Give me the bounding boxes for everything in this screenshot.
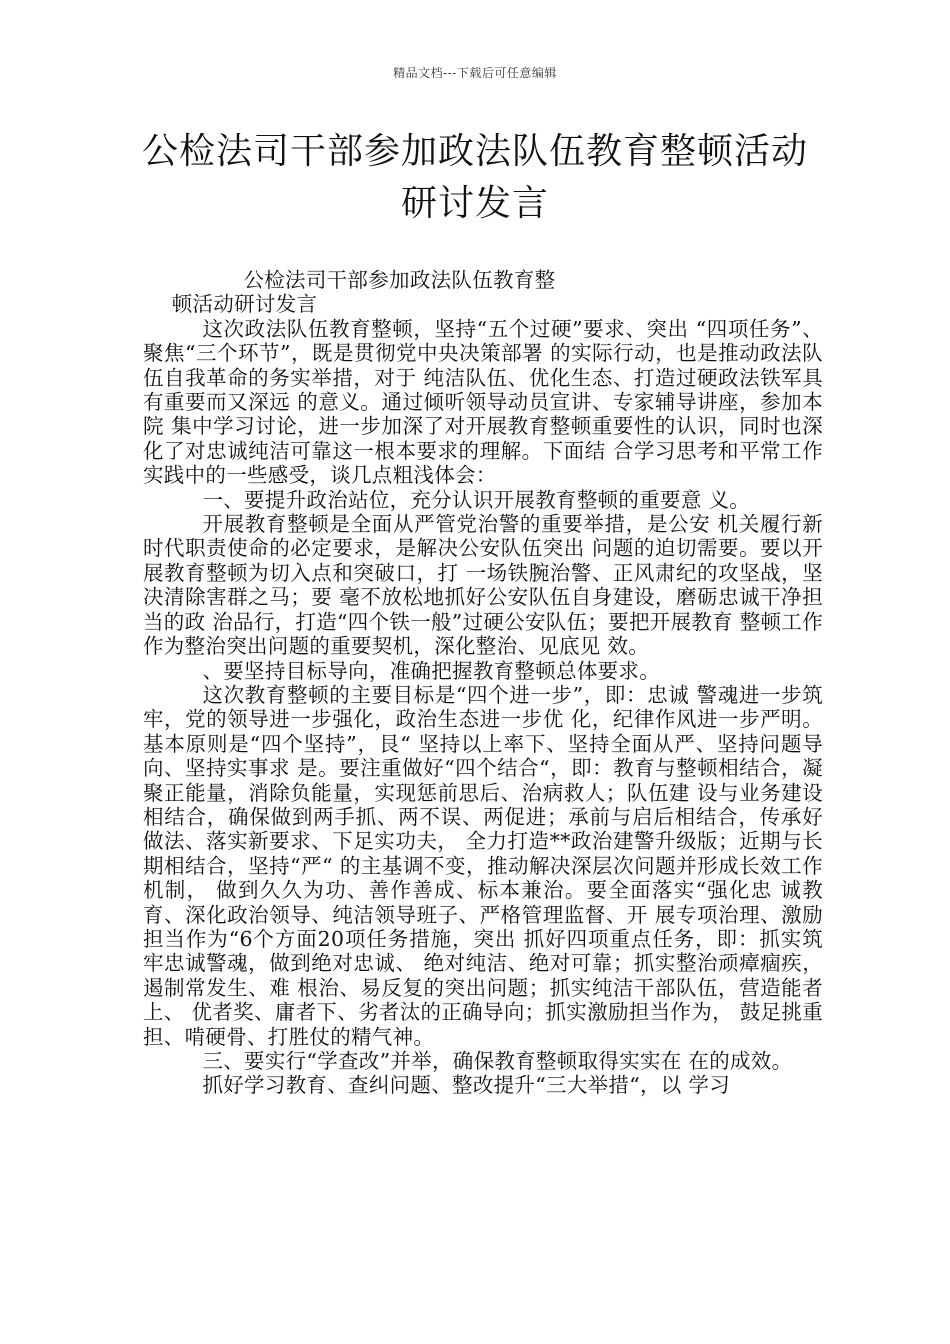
section-heading-2: 、要坚持目标导向，准确把握教育整顿总体要求。 [202, 658, 661, 683]
title-line-2: 研讨发言 [400, 183, 549, 224]
header-note: 精品文档---下载后可任意编辑 [393, 66, 557, 80]
paragraph: 这次政法队伍教育整顿，坚持“五个过硬”要求、突出 “四项任务”、聚焦“三个环节”，既是贯彻党中央决策部署 的实际行动，也是推动政法队伍自我革命的务实举措，对于 纯洁队伍、优化生态、打造过硬政法铁军具有重要而又深远 的意义。通过倾听领导动员宣讲、专家辅导讲座，参加本院 集中学习讨论，进一步加深了对开展教育整顿重要性的认识，同时也深化了对忠诚纯洁可靠这一根本要求的理解。下面结 合学习思考和平常工作实践中的一些感受，谈几点粗浅体会： [143, 316, 823, 488]
title-line-1: 公检法司干部参加政法队伍教育整顿活动 [141, 131, 808, 172]
subtitle-line-1: 公检法司干部参加政法队伍教育整 [243, 268, 556, 292]
document-body [143, 268, 823, 1098]
paragraph: 开展教育整顿是全面从严管党治警的重要举措，是公安 机关履行新时代职责使命的必定要求，是解决公安队伍突出 问题的迫切需要。要以开展教育整顿为切入点和突破口，打 一场铁腕治警、正风肃纪的攻坚战，坚决清除害群之马；要 毫不放松地抓好公安队伍自身建设，磨砺忠诚干净担当的政 治品行，打造“四个铁一般”过硬公安队伍；要把开展教育 整顿工作作为整治突出问题的重要契机，深化整治、见底见 效。 [143, 512, 823, 659]
paragraph: 这次教育整顿的主要目标是“四个进一步”，即：忠诚 警魂进一步筑牢，党的领导进一步强化，政治生态进一步优 化，纪律作风进一步严明。基本原则是“四个坚持”，艮“ 坚持以上率下、坚持全面从严、坚持问题导向、坚持实事求 是。要注重做好“四个结合“，即：教育与整顿相结合，凝 聚正能量，消除负能量，实现惩前思后、治病救人；队伍建 设与业务建设相结合，确保做到两手抓、两不误、两促进；承前与启后相结合，传承好做法、落实新要求、下足实功夫， 全力打造**政治建警升级版；近期与长期相结合，坚持“严“ 的主基调不变，推动解决深层次问题并形成长效工作机制， 做到久久为功、善作善成、标本兼治。要全面落实“强化忠 诚教育、深化政治领导、纯洁领导班子、严格管理监督、开 展专项治理、激励担当作为“6个方面20项任务措施，突出 抓好四项重点任务，即：抓实筑牢忠诚警魂，做到绝对忠诚、 绝对纯洁、绝对可靠；抓实整治顽瘴痼疾，遏制常发生、难 根治、易反复的突出问题；抓实纯洁干部队伍，营造能者上、 优者奖、庸者下、劣者汰的正确导向；抓实激励担当作为， 鼓足挑重担、啃硬骨、打胜仗的精气神。 [143, 682, 823, 1049]
document-title [120, 126, 830, 230]
section-heading-1: 一、要提升政治站位，充分认识开展教育整顿的重要意 义。 [202, 487, 751, 512]
section-heading-3: 三、要实行“学查改”并举，确保教育整顿取得实实在 在的成效。 [202, 1049, 793, 1073]
subtitle-line-2: 顿活动研讨发言 [171, 292, 318, 317]
paragraph: 抓好学习教育、查纠问题、整改提升“三大举措“，以 学习 [202, 1073, 731, 1098]
